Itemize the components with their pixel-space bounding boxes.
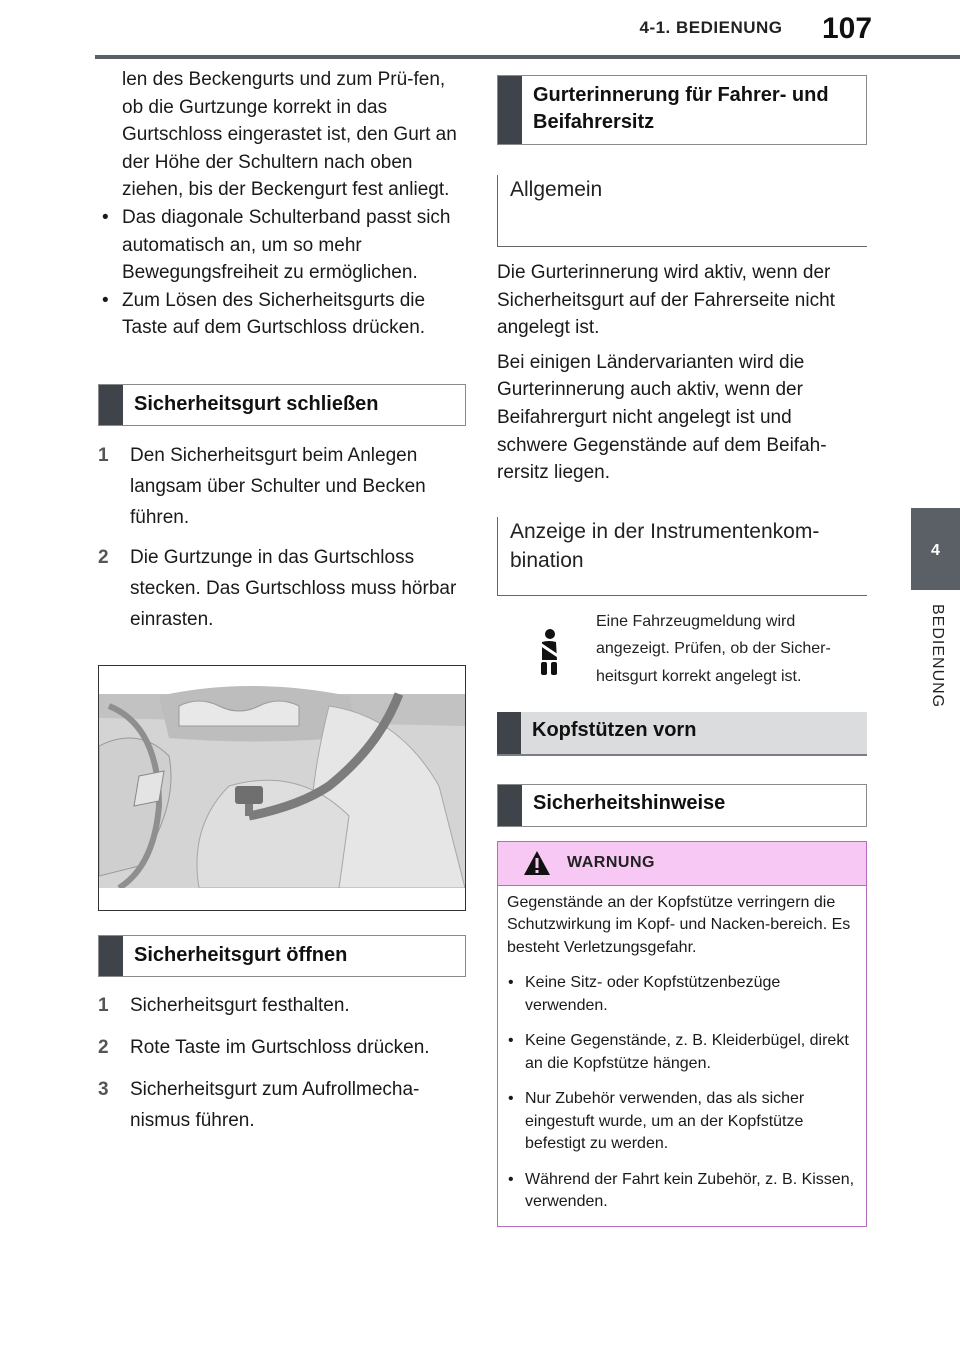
bullet-item: • Das diagonale Schulterband passt sich automatisch an, um so mehr Bewegungsfreiheit zu ermöglichen. [98, 204, 466, 287]
chapter-label: BEDIENUNG [929, 604, 946, 709]
heading-bar [498, 76, 522, 144]
indicator-row [497, 608, 867, 688]
subheading-display: Anzeige in der Instrumentenkom-bination [497, 517, 867, 596]
seatbelt-warning-icon [537, 628, 561, 681]
warning-header [498, 842, 866, 886]
left-column [98, 66, 466, 1136]
section-title: 4-1. BEDIENUNG [639, 18, 783, 37]
warning-box [497, 841, 867, 1227]
step-number: 1 [98, 994, 109, 1016]
warning-body [498, 886, 866, 1226]
heading-bar [99, 385, 123, 425]
warning-item: • Keine Gegenstände, z. B. Kleiderbügel, direkt an die Kopfstütze hängen. [507, 1030, 856, 1075]
heading-bar [99, 936, 123, 976]
heading-text: Kopfstützen vorn [532, 718, 697, 741]
heading-text: Gurterinnerung für Fahrer- und Beifahrersitz [533, 84, 829, 133]
seatbelt-illustration [98, 665, 466, 911]
step-text: Rote Taste im Gurtschloss drücken. [130, 1036, 430, 1058]
heading-text: Sicherheitshinweise [533, 791, 726, 814]
step-number: 2 [98, 1036, 109, 1058]
general-paragraph: Bei einigen Ländervarianten wird die Gurterinnerung auch aktiv, wenn der Beifahrergurt nicht angelegt ist und schwere Gegenstände auf dem Beifah-rersitz liegen. [497, 351, 827, 484]
heading-text: Sicherheitsgurt schließen [134, 392, 379, 415]
step-text: Sicherheitsgurt festhalten. [130, 994, 350, 1016]
seatbelt-drawing [99, 666, 465, 910]
section-heading-safety [497, 784, 867, 827]
chapter-tab: 4 [911, 508, 960, 590]
heading-text: Sicherheitsgurt öffnen [134, 943, 348, 966]
step-number: 2 [98, 546, 109, 568]
warning-item: • Keine Sitz- oder Kopfstützenbezüge verwenden. [507, 972, 856, 1017]
bullet-item: • Zum Lösen des Sicherheitsgurts die Taste auf dem Gurtschloss drücken. [98, 287, 466, 342]
step-item [98, 990, 466, 1021]
section-heading-headrest [497, 712, 867, 756]
subheading-general: Allgemein [497, 175, 867, 247]
step-number: 3 [98, 1078, 109, 1100]
step-item [98, 1032, 466, 1063]
warning-item: • Nur Zubehör verwenden, das als sicher eingestuft wurde, um an der Kopfstütze befestigt zu werden. [507, 1088, 856, 1156]
section-heading-reminder [497, 75, 867, 145]
page-number: 107 [822, 12, 873, 45]
heading-bar [498, 785, 522, 826]
section-heading-close [98, 384, 466, 426]
step-text: Den Sicherheitsgurt beim Anlegen langsam über Schulter und Becken führen. [130, 444, 426, 528]
warning-item: • Während der Fahrt kein Zubehör, z. B. Kissen, verwenden. [507, 1169, 856, 1214]
step-item [98, 542, 466, 635]
right-column [497, 75, 867, 1227]
indicator-text: Eine Fahrzeugmeldung wird angezeigt. Prüfen, ob der Sicher-heitsgurt korrekt angelegt ist. [596, 612, 831, 685]
general-paragraph: Die Gurterinnerung wird aktiv, wenn der Sicherheitsgurt auf der Fahrerseite nicht angelegt ist. [497, 262, 835, 339]
warning-intro: Gegenstände an der Kopfstütze verringern die Schutzwirkung im Kopf- und Nacken-bereich. Es besteht Verletzungsgefahr. [507, 893, 851, 956]
section-heading-open [98, 935, 466, 977]
step-item [98, 440, 466, 533]
step-number: 1 [98, 444, 109, 466]
step-text: Die Gurtzunge in das Gurtschloss stecken. Das Gurtschloss muss hörbar einrasten. [130, 546, 457, 630]
heading-bar [497, 712, 521, 754]
warning-label: WARNUNG [567, 853, 655, 871]
step-text: Sicherheitsgurt zum Aufrollmecha-nismus führen. [130, 1078, 420, 1131]
step-item [98, 1074, 466, 1136]
warning-triangle-icon [523, 850, 551, 881]
continued-paragraph: len des Beckengurts und zum Prü-fen, ob die Gurtzunge korrekt in das Gurtschloss eingerastet ist, den Gurt an der Höhe der Schultern nach oben ziehen, bis der Beckengurt fest anliegt. [122, 69, 457, 201]
header-rule [95, 55, 960, 59]
